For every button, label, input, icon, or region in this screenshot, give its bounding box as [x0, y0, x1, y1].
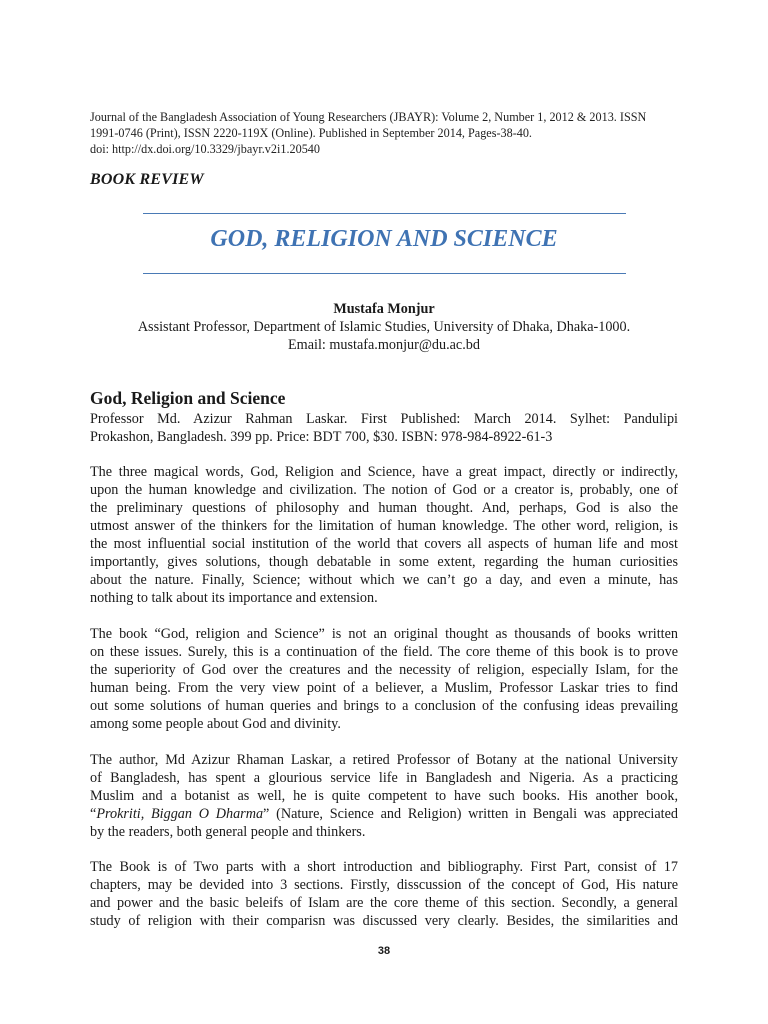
book-details [90, 410, 678, 446]
page-title: GOD, RELIGION AND SCIENCE [210, 226, 558, 252]
author-block [0, 300, 768, 354]
paragraph-line: of Bangladesh, has spent a glourious service life in Bangladesh and Nigeria. As a practicing [90, 770, 678, 786]
paragraph-line: study of religion with their comparisn was discussed very clearly. Besides, the similarities and [90, 913, 678, 929]
title-bottom-rule [143, 273, 626, 274]
paragraph-line-with-book-title [90, 805, 678, 823]
page-number: 38 [377, 945, 391, 957]
paragraph-line: chapters, may be devided into 3 sections. Firstly, disscussion of the concept of God, His nature [90, 877, 678, 893]
author-email: Email: mustafa.monjur@du.ac.bd [288, 337, 480, 353]
book-details-line-2: Prokashon, Bangladesh. 399 pp. Price: BDT 700, $30. ISBN: 978-984-8922-61-3 [90, 429, 553, 445]
paragraph-line: among some people about God and divinity. [90, 716, 341, 732]
author-name: Mustafa Monjur [333, 301, 435, 317]
paragraph-line: The three magical words, God, Religion and Science, have a great impact, directly or indirectly, [90, 464, 678, 480]
paragraph-1 [90, 463, 678, 607]
paragraph-line: utmost answer of the thinkers for the limitation of human knowledge. The other word, religion, is [90, 518, 678, 534]
paragraph-line: on these issues. Surely, this is a continuation of the field. The core theme of this book is to prove [90, 644, 678, 660]
paragraph-line: importantly, gives solutions, though debatable in some extent, regarding the human curiosities [90, 554, 678, 570]
paragraph-line: out some solutions of human queries and brings to a conclusion of the confusing ideas prevailing [90, 698, 678, 714]
book-heading: God, Religion and Science [90, 388, 286, 408]
paragraph-line: the superiority of God over the creatures and the necessity of religion, especially Islam, for the [90, 662, 678, 678]
paragraph-line: and power and the basic beleifs of Islam are the core theme of this section. Secondly, a general [90, 895, 678, 911]
paragraph-line: the most influential social institution of the world that covers all aspects of human life and most [90, 536, 678, 552]
book-details-line-1: Professor Md. Azizur Rahman Laskar. First Published: March 2014. Sylhet: Pandulipi [90, 411, 678, 427]
paragraph-line: Muslim and a botanist as well, he is quite competent to have such books. His another book, [90, 788, 678, 804]
open-quote: “ [90, 806, 97, 822]
paragraph-line: The author, Md Azizur Rhaman Laskar, a retired Professor of Botany at the national University [90, 752, 678, 768]
paragraph-line: by the readers, both general people and thinkers. [90, 824, 366, 840]
journal-citation-header [90, 109, 670, 157]
paragraph-3 [90, 751, 678, 841]
paragraph-line: upon the human knowledge and civilization. The notion of God or a creator is, probably, one of [90, 482, 678, 498]
paragraph-line: about the nature. Finally, Science; without which we can’t go a day, and even a minute, has [90, 572, 678, 588]
paragraph-line: The book “God, religion and Science” is not an original thought as thousands of books written [90, 626, 678, 642]
journal-citation-line-1: Journal of the Bangladesh Association of Young Researchers (JBAYR): Volume 2, Number 1, 2012 & 2013. ISSN [90, 110, 647, 124]
title-top-rule [143, 213, 626, 214]
journal-citation-line-2: 1991-0746 (Print), ISSN 2220-119X (Online). Published in September 2014, Pages-38-40. [90, 126, 532, 140]
paragraph-line: the preliminary questions of philosophy and human thought. And, perhaps, God is also the [90, 500, 678, 516]
paragraph-line: nothing to talk about its importance and extension. [90, 590, 378, 606]
section-label: BOOK REVIEW [90, 171, 204, 188]
author-affiliation: Assistant Professor, Department of Islamic Studies, University of Dhaka, Dhaka-1000. [137, 319, 631, 335]
paragraph-line: human being. From the very view point of a believer, a Muslim, Professor Laskar tries to find [90, 680, 678, 696]
referenced-book-title: Prokriti, Biggan O Dharma [96, 806, 264, 822]
paragraph-line-rest: ” (Nature, Science and Religion) written in Bengali was appreciated [263, 806, 678, 822]
paragraph-2 [90, 625, 678, 733]
journal-doi-line: doi: http://dx.doi.org/10.3329/jbayr.v2i1.20540 [90, 142, 320, 156]
paragraph-4 [90, 858, 678, 930]
paragraph-line: The Book is of Two parts with a short introduction and bibliography. First Part, consist of 17 [90, 859, 678, 875]
